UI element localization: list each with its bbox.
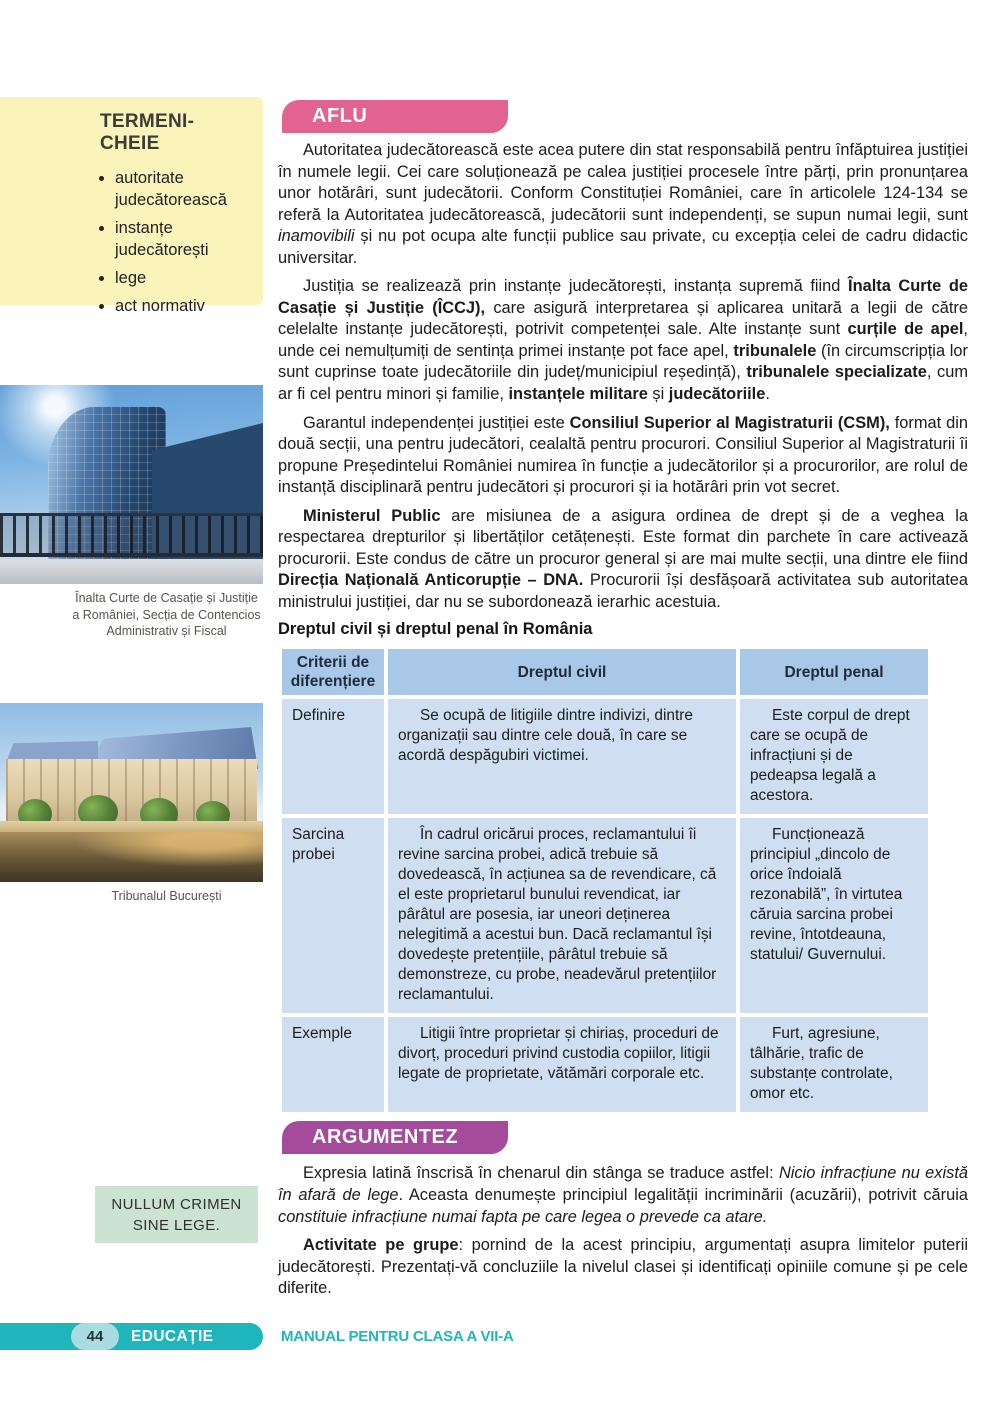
argumentez-paragraphs bbox=[278, 1163, 968, 1299]
main-column bbox=[278, 140, 968, 1307]
paragraph: Expresia latină înscrisă în chenarul din stânga se traduce astfel: Nicio infracțiune nu există în afară de lege. Aceasta denumește principiul legalității incriminării (acuzării), potrivit căruia constituie infracțiune numai fapta pe care legea o prevede ca atare. bbox=[278, 1164, 968, 1226]
key-terms-box bbox=[0, 97, 263, 315]
fence-shape bbox=[0, 513, 263, 557]
table-cell: Este corpul de drept care se ocupă de infracțiuni și de pedeapsa legală a acestora. bbox=[740, 699, 928, 814]
section-badge-aflu: AFLU bbox=[282, 100, 508, 133]
table-header-penal: Dreptul penal bbox=[740, 649, 928, 695]
latin-maxim-box: NULLUM CRIMEN SINE LEGE. bbox=[95, 1186, 258, 1243]
footer-subject: EDUCAȚIE SOCIALĂ bbox=[131, 1328, 214, 1372]
key-term-item: • lege bbox=[115, 267, 248, 289]
river-shape bbox=[0, 832, 263, 882]
table-heading: Dreptul civil și dreptul penal în România bbox=[278, 620, 593, 639]
key-term-item: • act normativ bbox=[115, 295, 248, 317]
table-header-criteria: Criterii de diferențiere bbox=[282, 649, 384, 695]
key-term-item: • autoritate judecătorească bbox=[115, 167, 248, 211]
photo-tribunal bbox=[0, 703, 263, 882]
photo-caption-tribunal: Tribunalul București bbox=[111, 889, 222, 903]
pavement-shape bbox=[0, 560, 263, 584]
table-cell: Funcționează principiul „dincolo de orice îndoială rezonabilă”, în virtutea căruia sarcina probei revine, întotdeauna, statului/ Guvernului. bbox=[740, 818, 928, 1013]
aflu-paragraphs bbox=[278, 140, 968, 613]
table-cell: Definire bbox=[282, 699, 384, 814]
table-header-civil: Dreptul civil bbox=[388, 649, 736, 695]
comparison-table bbox=[282, 649, 928, 1112]
paragraph: Autoritatea judecătorească este acea putere din stat responsabilă pentru înfăptuirea justiției în numele legii. Cei care soluționează pe calea justiției procesele între părți, prin pronunțarea unor hotărâri, sunt judecătorii. Conform Constituției României, care în articolele 124-134 se referă la Autoritatea judecătorească, judecătorii sunt independenți, se supun numai legii, sunt inamovibili și nu pot ocupa alte funcții publice sau private, cu excepția celei de cadru didactic universitar. bbox=[278, 141, 968, 267]
page-number: 44 bbox=[71, 1323, 119, 1350]
table-cell: Sarcina probei bbox=[282, 818, 384, 1013]
table-cell: Se ocupă de litigiile dintre indivizi, dintre organizații sau dintre cele două, în care se acordă despăgubiri victimei. bbox=[388, 699, 736, 814]
key-term-item: • instanțe judecătorești bbox=[115, 217, 248, 261]
paragraph: Ministerul Public are misiunea de a asigura ordinea de drept și de a veghea la respectarea drepturilor și libertăților cetățenești. Este format din parchete în care activează procurorii. Este condus de către un procuror general și are mai multe secții, una dintre ele fiind Direcția Națională Anticorupție – DNA. Procurorii își desfășoară activitatea sub autoritatea ministrului justiției, dar nu se subordonează ierarhic acestuia. bbox=[278, 506, 968, 611]
key-terms-list bbox=[100, 167, 248, 317]
paragraph: Justiția se realizează prin instanțe judecătorești, instanța supremă fiind Înalta Curte de Casație și Justiție (ÎCCJ), care asigură interpretarea și aplicarea unitară a legii de către celelalte instanțe judecătorești, potrivit competenței sale. Alte instanțe sunt curțile de apel, unde cei nemulțumiți de sentința primei instanțe pot face apel, tribunalele (în circumscripția lor sunt cuprinse toate judecătoriile din județ/municipiul reședință), tribunalele specializate, cum ar fi cel pentru minori și familie, instanțele militare și judecătoriile. bbox=[278, 277, 968, 404]
footer-band bbox=[0, 1323, 263, 1372]
footer-manual-title: MANUAL PENTRU CLASA A VII-A bbox=[281, 1328, 514, 1345]
table-cell: Furt, agresiune, tâlhărie, trafic de substanțe controlate, omor etc. bbox=[740, 1017, 928, 1112]
paragraph: Activitate pe grupe: pornind de la acest principiu, argumentați asupra limitelor puterii judecătorești. Prezentați-vă concluziile la nivelul clasei și identificați opiniile comune și pe cele diferite. bbox=[278, 1236, 968, 1298]
photo-high-court bbox=[0, 385, 263, 584]
table-cell: Exemple bbox=[282, 1017, 384, 1112]
table-cell: În cadrul oricărui proces, reclamantului îi revine sarcina probei, adică trebuie să dovedească, în acțiunea sa de revendicare, că el este proprietarul bunului revendicat, iar pârâtul are posesia, iar uneori deținerea nelegitimă a acestui bun. Dacă reclamantul își dovedește pretențiile, pârâtul trebuie să demonstreze, cu probe, neadevărul pretențiilor reclamantului. bbox=[388, 818, 736, 1013]
table-cell: Litigii între proprietar și chiriaș, proceduri de divorț, proceduri privind custodia copiilor, litigii legate de proprietate, vătămări corporale etc. bbox=[388, 1017, 736, 1112]
paragraph: Garantul independenței justiției este Consiliul Superior al Magistraturii (CSM), format din două secții, una pentru judecători, cealaltă pentru procurori. Consiliul Superior al Magistraturii îi propune Președintelui României numirea în funcție a judecătorilor și a procurorilor, are rolul de instanță disciplinară pentru judecători și procurori și ia hotărâri prin vot secret. bbox=[278, 413, 968, 497]
section-badge-argumentez: ARGUMENTEZ bbox=[282, 1121, 508, 1154]
photo-caption-high-court: Înalta Curte de Casație și Justiție a României, Secția de Contencios Administrativ și Fiscal bbox=[72, 591, 261, 638]
key-terms-title: TERMENI-CHEIE bbox=[100, 111, 195, 154]
